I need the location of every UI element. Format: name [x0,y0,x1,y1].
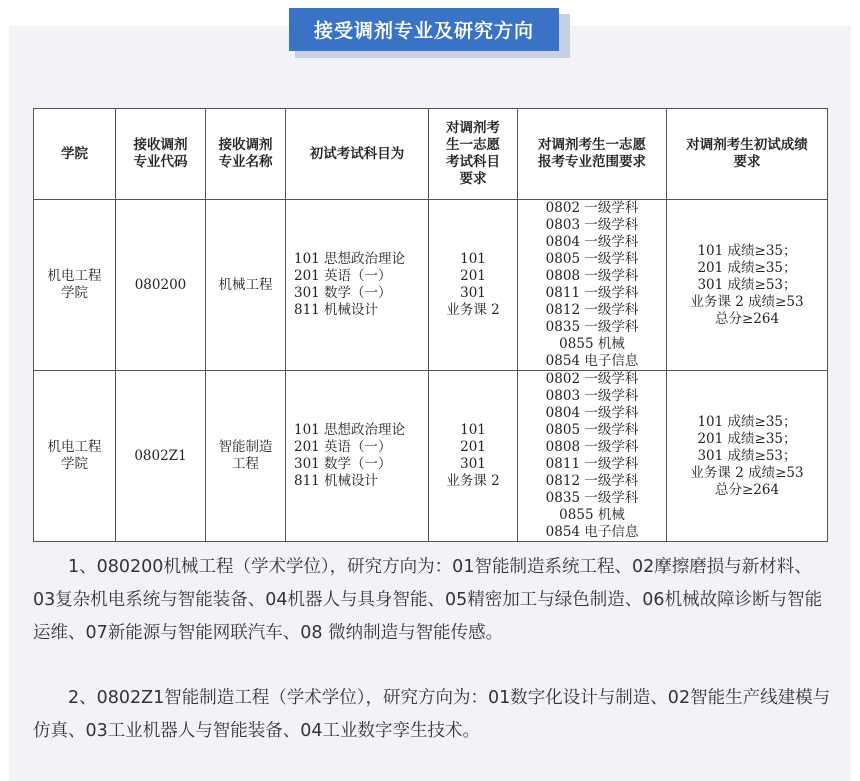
header-major-name: 接收调剂 专业名称 [206,109,286,200]
table-row [34,200,828,371]
cell-score-requirement: 101 成绩≥35； 201 成绩≥35； 301 成绩≥53； 业务课 2 成绩≥53 总分≥264 [667,371,828,542]
section-title: 接受调剂专业及研究方向 [289,8,559,51]
research-direction-paragraph: 2、0802Z1智能制造工程（学术学位），研究方向为：01数字化设计与制造、02智能生产线建模与仿真、03工业机器人与智能装备、04工业数字孪生技术。 [33,688,831,741]
header-major-code: 接收调剂 专业代码 [116,109,206,200]
cell-major-name: 智能制造 工程 [206,371,286,542]
cell-major-name: 机械工程 [206,200,286,371]
header-college: 学院 [34,109,116,200]
cell-major-code: 080200 [116,200,206,371]
cell-subject-requirement: 101 201 301 业务课 2 [429,200,518,371]
cell-subject-requirement: 101 201 301 业务课 2 [429,371,518,542]
header-score-requirement: 对调剂考生初试成绩 要求 [667,109,828,200]
cell-college: 机电工程 学院 [34,200,116,371]
table-row [34,371,828,542]
adjustment-table [33,108,828,542]
header-major-range-requirement: 对调剂考生一志愿 报考专业范围要求 [518,109,667,200]
cell-major-range-requirement: 0802 一级学科 0803 一级学科 0804 一级学科 0805 一级学科 0808 一级学科 0811 一级学科 0812 一级学科 0835 一级学科 0855 机械 0854 电子信息 [518,371,667,542]
cell-major-code: 0802Z1 [116,371,206,542]
cell-major-range-requirement: 0802 一级学科 0803 一级学科 0804 一级学科 0805 一级学科 0808 一级学科 0811 一级学科 0812 一级学科 0835 一级学科 0855 机械 0854 电子信息 [518,200,667,371]
cell-college: 机电工程 学院 [34,371,116,542]
cell-exam-subjects: 101 思想政治理论 201 英语（一） 301 数学（一） 811 机械设计 [286,200,429,371]
cell-score-requirement: 101 成绩≥35； 201 成绩≥35； 301 成绩≥53； 业务课 2 成绩≥53 总分≥264 [667,200,828,371]
header-exam-subjects: 初试考试科目为 [286,109,429,200]
table-header-row [34,109,828,200]
cell-exam-subjects: 101 思想政治理论 201 英语（一） 301 数学（一） 811 机械设计 [286,371,429,542]
research-direction-paragraph: 1、080200机械工程（学术学位），研究方向为：01智能制造系统工程、02摩擦磨损与新材料、03复杂机电系统与智能装备、04机器人与具身智能、05精密加工与绿色制造、06机械故障诊断与智能运维、07新能源与智能网联汽车、08 微纳制造与智能传感。 [33,557,823,643]
header-subject-requirement: 对调剂考 生一志愿 考试科目 要求 [429,109,518,200]
